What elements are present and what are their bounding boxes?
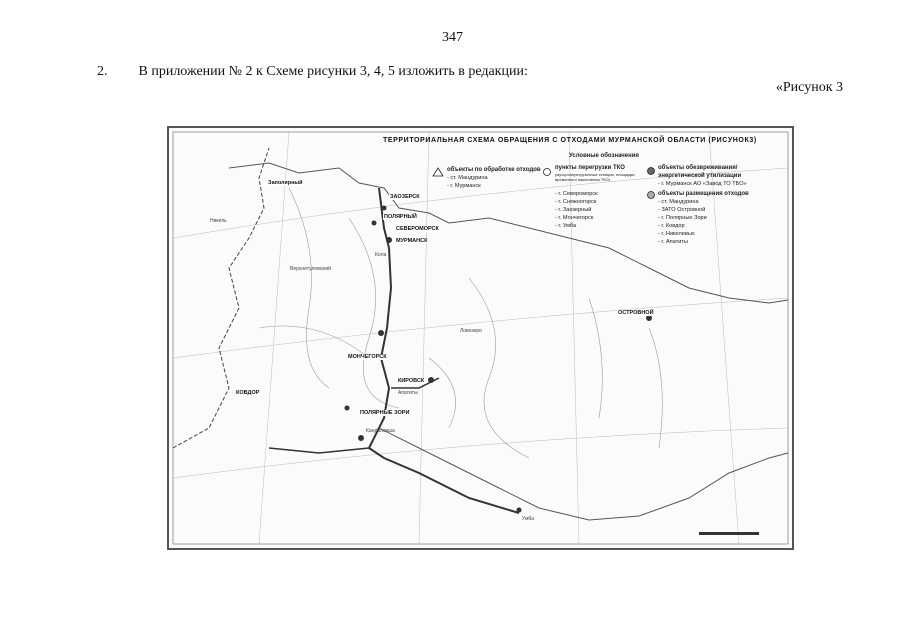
main-railway	[369, 188, 519, 513]
legend-item: - г. Полярные Зори	[658, 215, 707, 221]
legend-item: - г. Снежногорск	[555, 199, 597, 205]
legend-item: - г. Мончегорск	[555, 215, 594, 221]
place-label: МОНЧЕГОРСК	[348, 354, 387, 360]
western-road	[269, 448, 369, 453]
legend-processing	[447, 166, 557, 190]
legend-item: - г. Мурманск АО «Завод ТО ТБО»	[658, 181, 747, 187]
page-number: 347	[442, 30, 463, 45]
place-label: ПОЛЯРНЫЙ	[384, 214, 417, 220]
figure-caption: «Рисунок 3	[775, 80, 843, 95]
legend-placement	[658, 190, 783, 246]
settlement-markers	[345, 206, 653, 513]
legend-transfer-label: пункты перегрузки ТКО	[555, 165, 625, 171]
place-label: ЗАОЗЕРСК	[390, 194, 420, 200]
legend-item: - г. Никелевых	[658, 231, 695, 237]
legend-item: - г. Апатиты	[658, 239, 688, 245]
item-text: В приложении № 2 к Схеме рисунки 3, 4, 5 изложить в редакции:	[138, 64, 528, 79]
legend-item: - ст. Мандурина	[447, 175, 488, 181]
neutralization-icon	[648, 168, 655, 175]
landfill-icon	[648, 192, 655, 199]
map-figure	[167, 126, 794, 550]
legend-neutralization	[658, 164, 783, 188]
legend-item: - г. Умба	[555, 223, 577, 229]
place-label: СЕВЕРОМОРСК	[396, 226, 439, 232]
legend-item: - ЗАТО Островной	[658, 207, 706, 213]
place-label: КОВДОР	[236, 390, 260, 396]
southern-coastline	[379, 428, 788, 520]
legend-item: - г. Ковдор	[658, 223, 685, 229]
place-label: Никель	[210, 218, 227, 224]
place-label: Кандалакша	[366, 428, 395, 434]
place-label: Умба	[522, 516, 534, 522]
place-label: МУРМАНСК	[396, 238, 428, 244]
state-border	[173, 148, 269, 448]
item-number: 2.	[97, 64, 108, 79]
legend-neutralization-label: объекты обезвреживания/энергетической утилизации	[658, 165, 742, 179]
amendment-item	[97, 64, 528, 80]
place-label: ОСТРОВНОЙ	[618, 310, 654, 316]
legend-processing-label: объекты по обработке отходов	[447, 167, 541, 173]
map-title: ТЕРРИТОРИАЛЬНАЯ СХЕМА ОБРАЩЕНИЯ С ОТХОДАМИ МУРМАНСКОЙ ОБЛАСТИ (РИСУНОК3)	[383, 137, 757, 144]
legend-item: - г. Заозерный	[555, 207, 592, 213]
place-label: ПОЛЯРНЫЕ ЗОРИ	[360, 410, 410, 416]
legend-heading: Условные обозначения	[569, 153, 639, 159]
legend-transfer-sub: (мусороперегрузочные станции, площадки временного накопления ТКО)	[555, 172, 635, 182]
place-label: КИРОВСК	[398, 378, 425, 384]
place-label: Ловозеро	[460, 328, 482, 334]
legend-transfer	[555, 164, 647, 230]
place-label: Заполярный	[268, 180, 303, 186]
legend-placement-label: объекты размещения отходов	[658, 191, 749, 197]
triangle-icon	[433, 168, 443, 176]
place-label: Кола	[375, 252, 387, 258]
scale-bar	[699, 532, 759, 535]
place-label: Верхнетуломский	[290, 266, 331, 272]
place-label: Апатиты	[398, 390, 418, 396]
legend-item: - г. Мурманск	[447, 183, 481, 189]
legend-item: - ст. Мандурина	[658, 199, 699, 205]
legend-item: - г. Североморск	[555, 191, 598, 197]
